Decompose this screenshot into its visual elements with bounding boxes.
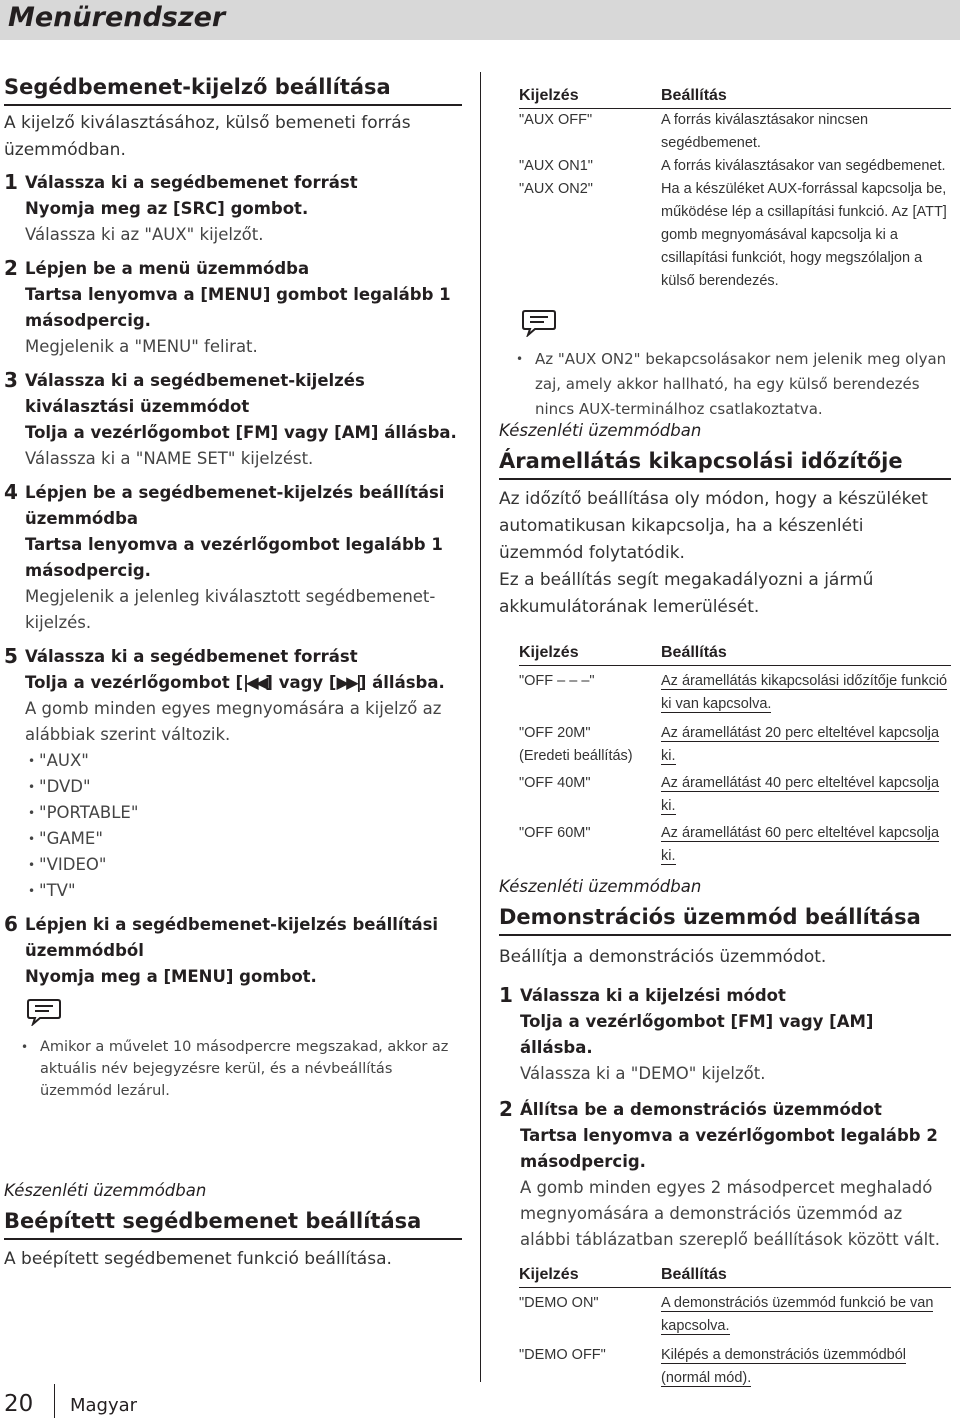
table-cell-text: A demonstrációs üzemmód funkció be van kapcsolva. [661,1295,934,1334]
table-row [519,670,951,716]
table-cell-value [661,822,951,868]
mode-label: Készenléti üzemmódban [499,877,702,896]
prev-track-icon: |◀◀ [243,673,266,692]
step-number: 6 [4,912,18,936]
step-action-part: Tolja a vezérlőgombot [ [25,673,243,692]
section-paragraph: Ez a beállítás segít megakadályozni a jármű akkumulátorának lemerülését. [499,570,874,617]
step-heading: Lépjen ki a segédbemenet-kijelzés beállítási üzemmódból [25,915,439,960]
section-title-aux-display: Segédbemenet-kijelző beállítása [4,72,462,106]
step-number: 2 [499,1097,513,1121]
step-action: Tolja a vezérlőgombot [FM] vagy [AM] állásba. [520,1012,874,1057]
option-item: • "DVD" [25,774,462,800]
aux-settings-table [519,84,951,293]
footer-separator [54,1384,55,1418]
note-text: • Amikor a művelet 10 másodpercre megszakad, akkor az aktuális név bejegyzésre kerül, és a névbeállítás üzemmód lezárul. [21,1039,449,1099]
table-cell-key: "OFF 40M" [519,775,591,791]
option-item: • "TV" [25,878,462,904]
step-2 [4,256,462,360]
power-off-timer-table [519,641,951,868]
footer-language: Magyar [70,1395,138,1416]
step-action: Tartsa lenyomva a [MENU] gombot legalább 1 másodpercig. [25,285,451,330]
column-divider [480,72,481,1382]
table-row [519,822,951,868]
page-number: 20 [4,1391,34,1417]
section-builtin-aux [4,1180,462,1273]
column-header: Kijelzés [519,1266,579,1283]
section-title-demo-mode: Demonstrációs üzemmód beállítása [499,902,951,936]
column-header: Beállítás [661,644,727,661]
step-heading: Lépjen be a segédbemenet-kijelzés beállítási üzemmódba [25,483,445,528]
table-cell-value [661,1344,951,1390]
step-result: Megjelenik a "MENU" felirat. [25,337,258,356]
demo-mode-table [519,1263,951,1390]
table-cell-key [519,722,661,768]
table-row [519,1292,951,1338]
column-header: Kijelzés [519,87,579,104]
table-cell-text: Az áramellátás kikapcsolási időzítője funkció ki van kapcsolva. [661,673,948,712]
left-column [4,72,462,1269]
table-cell-value [661,722,951,768]
section-intro: A beépített segédbemenet funkció beállítása. [4,1249,392,1269]
step-result: Válassza ki az "AUX" kijelzőt. [25,225,264,244]
option-item: • "GAME" [25,826,462,852]
section-title-builtin-aux: Beépített segédbemenet beállítása [4,1206,462,1240]
step-action: Tolja a vezérlőgombot [FM] vagy [AM] állásba. [25,423,457,442]
table-cell-key-line: (Eredeti beállítás) [519,748,633,764]
section-intro: A kijelző kiválasztásához, külső bemeneti forrás üzemmódban. [4,113,411,160]
column-header: Kijelzés [519,644,579,661]
table-cell-key: "AUX ON1" [519,158,593,174]
table-cell-value [661,772,951,818]
step-number: 5 [4,644,18,668]
page-header-title: Menürendszer [8,2,226,33]
table-cell-text: Az áramellátást 40 perc elteltével kapcsolja ki. [661,775,940,814]
step-4 [4,480,462,636]
table-cell-key-line: "OFF 20M" [519,725,591,741]
option-item: • "AUX" [25,748,462,774]
step-number: 2 [4,256,18,280]
column-header: Beállítás [661,87,727,104]
table-cell-text: Az áramellátást 20 perc elteltével kapcsolja ki. [661,725,940,764]
step-heading: Válassza ki a kijelzési módot [520,986,786,1005]
table-cell-key: "OFF 60M" [519,825,591,841]
table-cell-text: Az áramellátást 60 perc elteltével kapcsolja ki. [661,825,940,864]
step-action: Nyomja meg az [SRC] gombot. [25,199,309,218]
step-result: A gomb minden egyes 2 másodpercet meghaladó megnyomására a demonstrációs üzemmód az alábbi táblázatban szereplő beállítások között vált. [520,1178,940,1249]
option-item: • "VIDEO" [25,852,462,878]
table-cell-key: "AUX OFF" [519,112,593,128]
table-row [519,1344,951,1390]
section-power-off-timer [499,420,951,868]
section-title-power-off-timer: Áramellátás kikapcsolási időzítője [499,446,951,480]
table-row [519,722,951,768]
note-icon [26,998,62,1026]
next-track-icon: ▶▶| [336,673,359,692]
section-demo-mode [499,876,951,1390]
note-text: • Az "AUX ON2" bekapcsolásakor nem jelenik meg olyan zaj, amely akkor hallható, ha egy külső berendezés nincs AUX-terminálhoz csatlakoztatva. [516,350,947,418]
section-intro: Beállítja a demonstrációs üzemmódot. [499,947,827,967]
step-action-part: ] állásba. [358,673,445,692]
table-row [519,109,951,155]
step-number: 1 [4,170,18,194]
step-action: Tartsa lenyomva a vezérlőgombot legalább 2 másodpercig. [520,1126,938,1171]
option-item: • "PORTABLE" [25,800,462,826]
step-6 [4,912,462,990]
table-cell-value: Ha a készüléket AUX-forrással kapcsolja be, működése lép a csillapítási funkció. Az [ATT] gomb megnyomásával kapcsolja ki a csillapítási funkciót, hogy megszólaljon a külső berendezés. [661,181,947,289]
table-cell-key: "DEMO ON" [519,1295,599,1311]
table-cell-value [661,1292,951,1338]
step-result: A gomb minden egyes megnyomására a kijelző az alábbiak szerint változik. [25,699,442,744]
step-3 [4,368,462,472]
step-heading: Állítsa be a demonstrációs üzemmódot [520,1100,882,1119]
step-action: Tartsa lenyomva a vezérlőgombot legalább 1 másodpercig. [25,535,443,580]
step-result: Válassza ki a "DEMO" kijelzőt. [520,1064,766,1083]
note-icon [521,309,557,337]
note-body: Az "AUX ON2" bekapcsolásakor nem jelenik meg olyan zaj, amely akkor hallható, ha egy külső berendezés nincs AUX-terminálhoz csatlakoztatva. [535,350,947,418]
table-cell-key: "OFF – – –" [519,673,595,689]
step-heading: Válassza ki a segédbemenet-kijelzés kiválasztási üzemmódot [25,371,365,416]
table-cell-text: Kilépés a demonstrációs üzemmódból (normál mód). [661,1347,907,1386]
step-heading: Válassza ki a segédbemenet forrást [25,173,358,192]
table-cell-key: "DEMO OFF" [519,1347,606,1363]
step-1 [4,170,462,248]
step-number: 3 [4,368,18,392]
table-header [519,641,951,666]
table-cell-value [661,670,951,716]
step-heading: Válassza ki a segédbemenet forrást [25,647,358,666]
table-cell-value: A forrás kiválasztásakor nincsen segédbemenet. [661,112,869,151]
table-cell-value: A forrás kiválasztásakor van segédbemenet. [661,158,946,174]
mode-label: Készenléti üzemmódban [4,1181,207,1200]
step-heading: Lépjen be a menü üzemmódba [25,259,310,278]
step-5 [4,644,462,904]
note-body: Amikor a művelet 10 másodpercre megszakad, akkor az aktuális név bejegyzésre kerül, és a névbeállítás üzemmód lezárul. [40,1039,449,1099]
step-number: 4 [4,480,18,504]
demo-step-2 [499,1097,951,1253]
section-paragraph: Az időzítő beállítása oly módon, hogy a készüléket automatikusan kikapcsolja, ha a készenléti üzemmód folytatódik. [499,489,928,563]
step-result: Megjelenik a jelenleg kiválasztott segédbemenet-kijelzés. [25,587,436,632]
right-column [499,84,951,1386]
table-cell-key: "AUX ON2" [519,181,593,197]
demo-step-1 [499,983,951,1087]
table-row [519,178,951,293]
table-header [519,1263,951,1288]
step-action [25,670,462,696]
step-number: 1 [499,983,513,1007]
step-action: Nyomja meg a [MENU] gombot. [25,967,317,986]
column-header: Beállítás [661,1266,727,1283]
step-result: Válassza ki a "NAME SET" kijelzést. [25,449,314,468]
mode-label: Készenléti üzemmódban [499,421,702,440]
table-row [519,155,951,178]
table-row [519,772,951,818]
step-action-part: ] vagy [ [265,673,337,692]
table-header [519,84,951,109]
